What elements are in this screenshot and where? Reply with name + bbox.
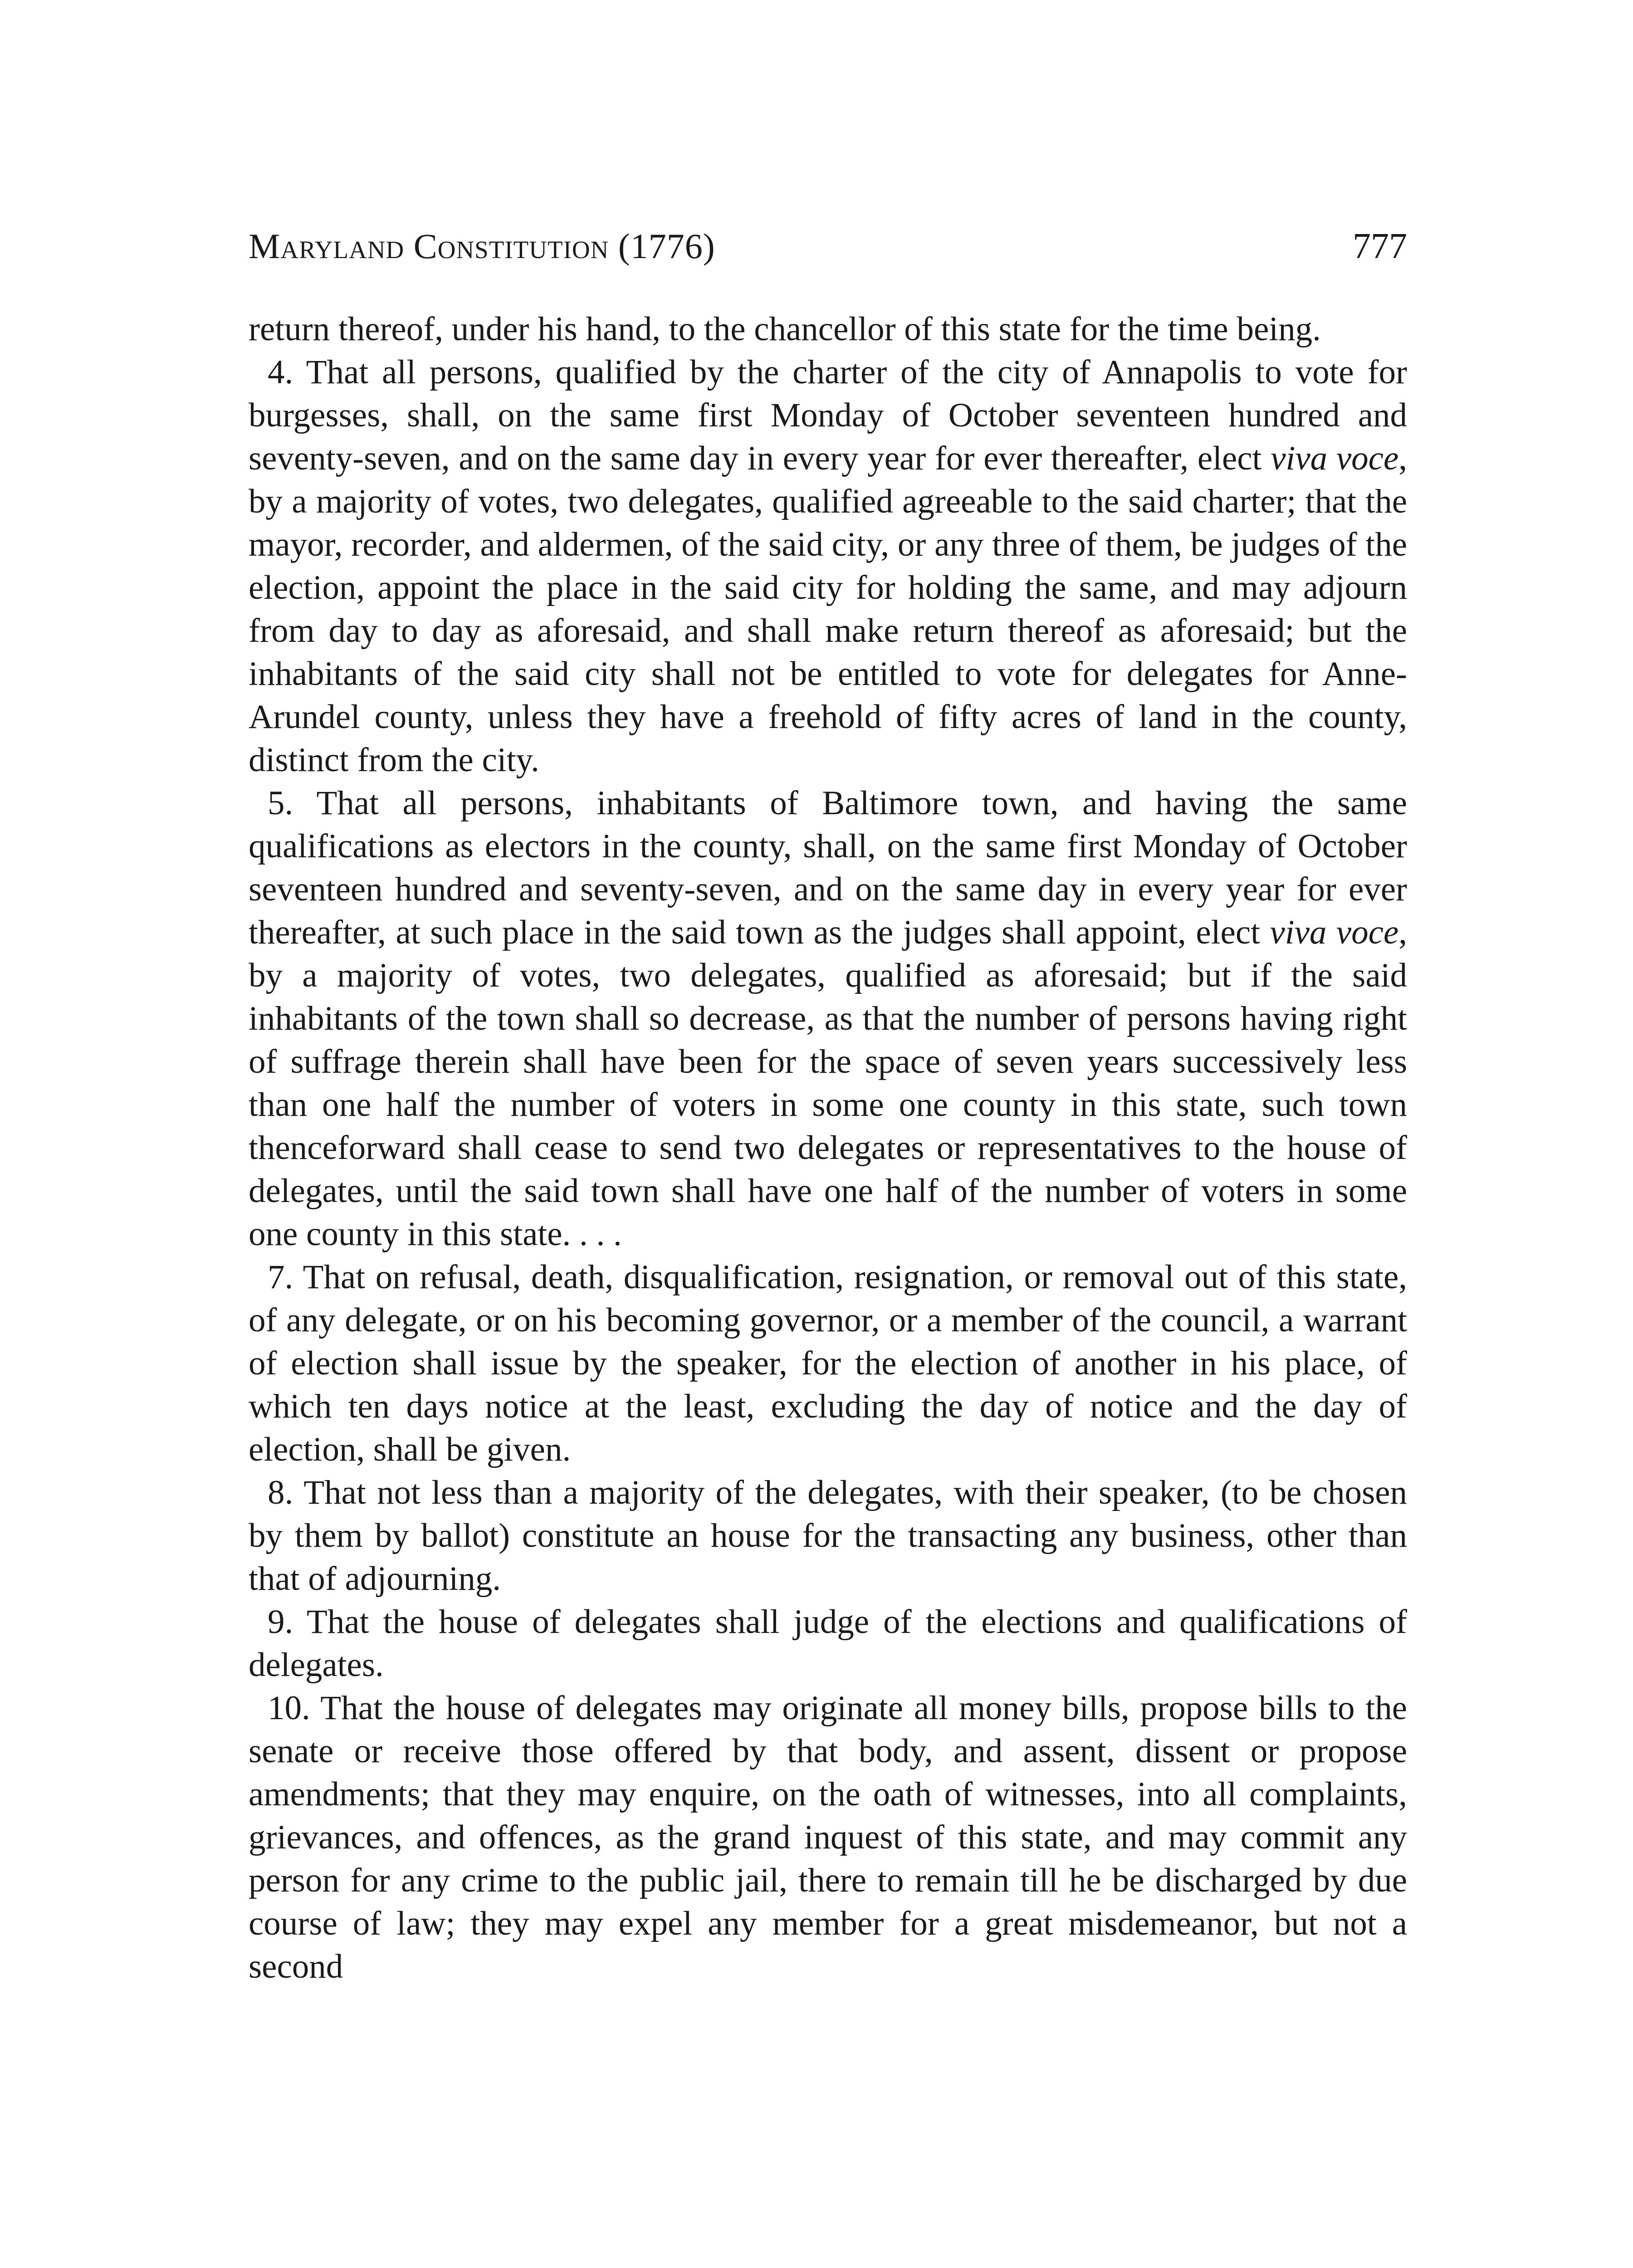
paragraph-9 xyxy=(249,1600,1407,1686)
paragraph-10 xyxy=(249,1686,1407,1988)
text-segment: 4. That all persons, qualified by the charter of the city of Annapolis to vote for burgesses, shall, on the same first Monday of October seventeen hundred and seventy-seven, and on the same day in every year for ever thereafter, elect xyxy=(249,353,1407,477)
paragraph-8 xyxy=(249,1471,1407,1600)
text-segment: , by a majority of votes, two delegates, qualified agreeable to the said charter; that the mayor, recorder, and aldermen, of the said city, or any three of them, be judges of the election, appoint the place in the said city for holding the same, and may adjourn from day to day as aforesaid, and shall make return thereof as aforesaid; but the inhabitants of the said city shall not be entitled to vote for delegates for Anne-Arundel county, unless they have a freehold of fifty acres of land in the county, distinct from the city. xyxy=(249,440,1408,779)
italic-phrase: viva voce xyxy=(1270,914,1399,951)
paragraph-7 xyxy=(249,1256,1407,1471)
text-segment: 10. That the house of delegates may originate all money bills, propose bills to the senate or receive those offered by that body, and assent, dissent or propose amendments; that they may enquire, on the oath of witnesses, into all complaints, grievances, and offences, as the grand inquest of this state, and may commit any person for any crime to the public jail, there to remain till he be discharged by due course of law; they may expel any member for a great misdemeanor, but not a second xyxy=(249,1689,1407,1985)
page-header xyxy=(249,221,1407,276)
page-number: 777 xyxy=(1353,226,1407,266)
text-segment: , by a majority of votes, two delegates, qualified as aforesaid; but if the said inhabitants of the town shall so decrease, as that the number of persons having right of suffrage therein shall have been for the space of seven years successively less than one half the number of voters in some one county in this state, such town thenceforward shall cease to send two delegates or representatives to the house of delegates, until the said town shall have one half of the number of voters in some one county in this state. . . . xyxy=(249,914,1408,1253)
text-segment: 5. That all persons, inhabitants of Baltimore town, and having the same qualifications as electors in the county, shall, on the same first Monday of October seventeen hundred and seventy-seven, and on the same day in every year for ever thereafter, at such place in the said town as the judges shall appoint, elect xyxy=(249,784,1407,951)
paragraph-4 xyxy=(249,351,1407,782)
text-segment: 7. That on refusal, death, disqualification, resignation, or removal out of this state, of any delegate, or on his becoming governor, or a member of the council, a warrant of election shall issue by the speaker, for the election of another in his place, of which ten days notice at the least, excluding the day of notice and the day of election, shall be given. xyxy=(249,1258,1407,1468)
italic-phrase: viva voce xyxy=(1271,440,1399,477)
paragraph-continuation xyxy=(249,308,1407,351)
text-segment: 8. That not less than a majority of the delegates, with their speaker, (to be chosen by them by ballot) constitute an house for the transacting any business, other than that of adjourning. xyxy=(249,1474,1407,1598)
text-segment: return thereof, under his hand, to the chancellor of this state for the time being. xyxy=(249,310,1321,348)
running-title: Maryland Constitution (1776) xyxy=(249,226,715,266)
paragraph-5 xyxy=(249,782,1407,1256)
body-text xyxy=(249,308,1407,1988)
text-segment: 9. That the house of delegates shall judge of the elections and qualifications of delegates. xyxy=(249,1603,1407,1684)
